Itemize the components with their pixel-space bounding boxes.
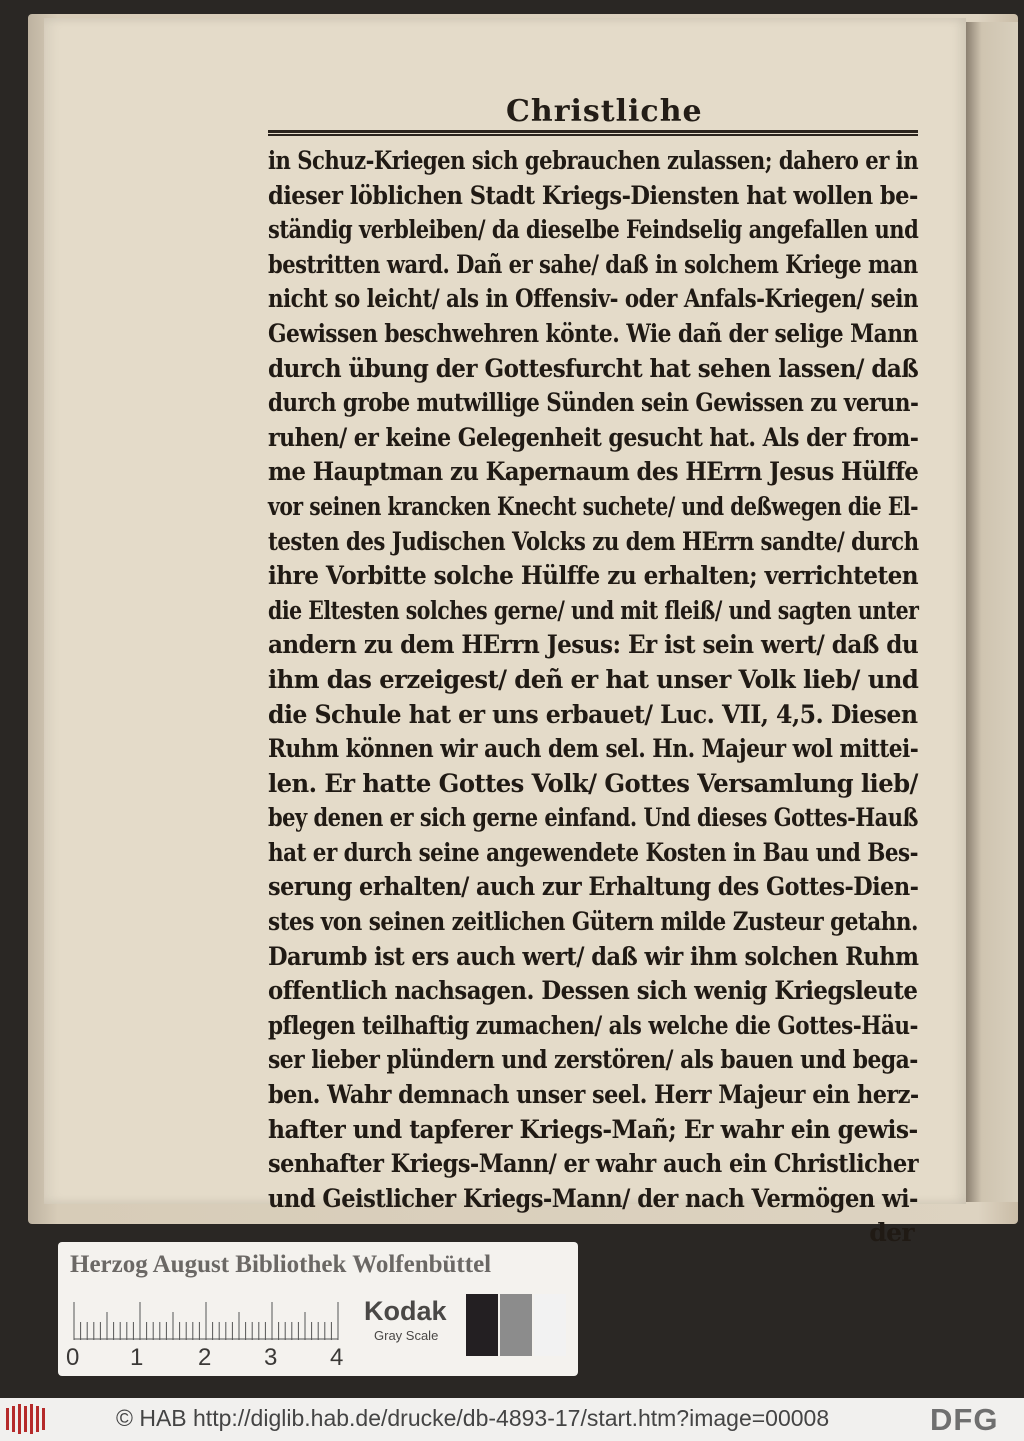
hab-logo-icon bbox=[4, 1404, 48, 1434]
dfg-logo: DFG bbox=[930, 1402, 999, 1437]
text-line: andern zu dem HErrn Jesus: Er ist sein wert/ daß du bbox=[268, 630, 919, 660]
running-head: Christliche bbox=[506, 94, 703, 129]
text-line: durch übung der Gottesfurcht hat sehen lassen/ daß bbox=[268, 353, 919, 383]
text-line: durch grobe mutwillige Sünden sein Gewissen zu verun- bbox=[268, 388, 919, 418]
gray-swatch bbox=[466, 1294, 498, 1356]
text-line: vor seinen krancken Knecht suchete/ und deßwegen die El- bbox=[268, 491, 919, 521]
scale-number: 1 bbox=[130, 1344, 144, 1371]
scale-number: 4 bbox=[330, 1344, 344, 1371]
text-line: stes von seinen zeitlichen Gütern milde Zusteur getahn. bbox=[268, 907, 918, 937]
text-line: Ruhm können wir auch dem sel. Hn. Majeur wol mittei- bbox=[268, 734, 919, 764]
text-line: dieser löblichen Stadt Kriegs-Diensten hat wollen be- bbox=[268, 180, 918, 210]
text-line: bey denen er sich gerne einfand. Und dieses Gottes-Hauß bbox=[268, 803, 918, 833]
text-line: serung erhalten/ auch zur Erhaltung des Gottes-Dien- bbox=[268, 872, 919, 902]
scale-number: 0 bbox=[66, 1344, 80, 1371]
text-line: und Geistlicher Kriegs-Mann/ der nach Vermögen wi- bbox=[268, 1183, 918, 1213]
scale-number: 2 bbox=[198, 1344, 212, 1371]
text-line: senhafter Kriegs-Mann/ er wahr auch ein Christlicher bbox=[268, 1149, 919, 1179]
text-line: ruhen/ er keine Gelegenheit gesucht hat. Als der from- bbox=[268, 422, 919, 452]
text-line: Darumb ist ers auch wert/ daß wir ihm solchen Ruhm bbox=[268, 941, 919, 971]
text-line: nicht so leicht/ als in Offensiv- oder Anfals-Kriegen/ sein bbox=[268, 284, 918, 314]
scale-ruler bbox=[72, 1300, 352, 1340]
text-line: ser lieber plündern und zerstören/ als bauen und bega- bbox=[268, 1045, 918, 1075]
page-text bbox=[268, 144, 928, 1251]
text-line: ben. Wahr demnach unser seel. Herr Majeur ein herz- bbox=[268, 1080, 919, 1110]
text-line: ständig verbleiben/ da dieselbe Feindselig angefallen und bbox=[268, 215, 919, 245]
scale-numbers bbox=[66, 1344, 366, 1372]
scale-number: 3 bbox=[264, 1344, 278, 1371]
text-line: ihre Vorbitte solche Hülffe zu erhalten; verrichteten bbox=[268, 561, 919, 591]
text-line: hat er durch seine angewendete Kosten in Bau und Bes- bbox=[268, 837, 919, 867]
text-line: die Eltesten solches gerne/ und mit fleiß/ und sagten unter bbox=[268, 595, 919, 625]
copyright-link[interactable]: © HAB http://diglib.hab.de/drucke/db-4893-17/start.htm?image=00008 bbox=[116, 1405, 830, 1431]
facing-page-edge bbox=[966, 22, 1018, 1202]
text-line: ihm das erzeigest/ deñ er hat unser Volk lieb/ und bbox=[268, 664, 919, 694]
head-rule bbox=[268, 130, 918, 136]
gray-swatch bbox=[500, 1294, 532, 1356]
catchword: der bbox=[869, 1218, 914, 1248]
text-line: me Hauptman zu Kapernaum des HErrn Jesus Hülffe bbox=[268, 457, 919, 487]
text-line: in Schuz-Kriegen sich gebrauchen zulassen; dahero er in bbox=[268, 146, 919, 175]
text-line: bestritten ward. Dañ er sahe/ daß in solchem Kriege man bbox=[268, 249, 918, 279]
text-line: die Schule hat er uns erbauet/ Luc. VII, 4,5. Diesen bbox=[268, 699, 918, 729]
text-line: hafter und tapferer Kriegs-Mañ; Er wahr ein gewis- bbox=[268, 1114, 918, 1144]
kodak-logo: Kodak bbox=[364, 1296, 447, 1326]
gray-scale-label: Gray Scale bbox=[374, 1328, 439, 1343]
library-name: Herzog August Bibliothek Wolfenbüttel bbox=[70, 1251, 492, 1278]
text-line: offentlich nachsagen. Dessen sich wenig Kriegsleute bbox=[268, 976, 918, 1006]
text-line: testen des Judischen Volcks zu dem HErrn sandte/ durch bbox=[268, 526, 919, 556]
text-line: len. Er hatte Gottes Volk/ Gottes Versamlung lieb/ bbox=[268, 768, 918, 798]
text-line: Gewissen beschwehren könte. Wie dañ der selige Mann bbox=[268, 318, 918, 348]
text-line: pflegen teilhaftig zumachen/ als welche die Gottes-Häu- bbox=[268, 1010, 918, 1040]
gray-swatch bbox=[534, 1294, 566, 1356]
